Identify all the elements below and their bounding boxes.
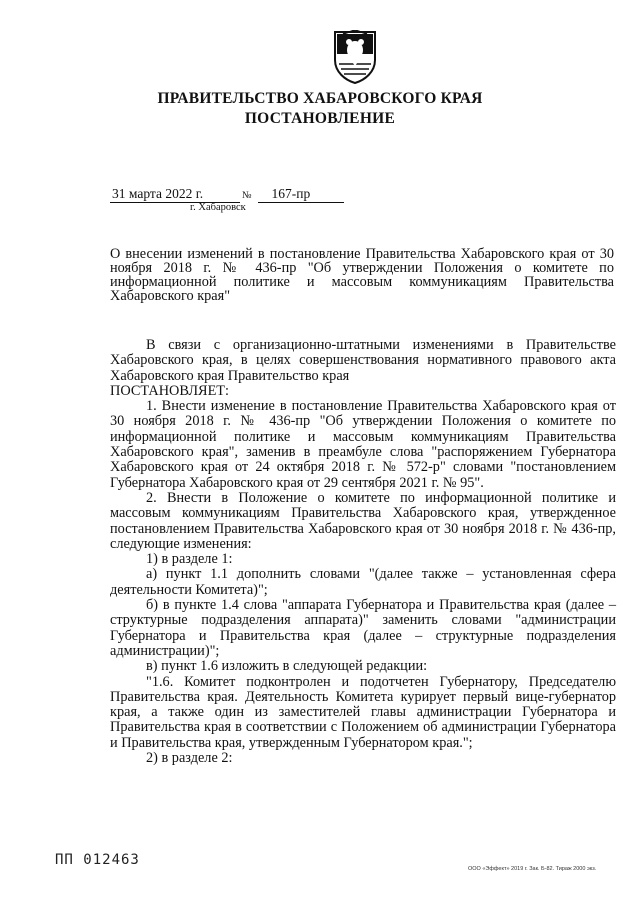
item-2-1-paragraph: 1) в разделе 1: (146, 551, 233, 568)
item-2-1-c-quote: "1.6. Комитет подконтролен и подотчетен Губернатору, Председателю Правительства края. Деятельность Комитета курирует первый вице-губернатор края, а также один из заместителей главы администрации Губернатора и Правительства края в соответствии с Положением об администрации Губернатора и Правительства края, утвержденным Губернатором края."; (110, 673, 616, 751)
preamble-paragraph: В связи с организационно-штатными изменениями в Правительстве Хабаровского края, в целях совершенствования нормативного правового акта Хабаровского края Правительство края (110, 337, 616, 384)
item-2-1-c-paragraph: в) пункт 1.6 изложить в следующей редакции: (146, 658, 428, 675)
item-2-1-a-paragraph: а) пункт 1.1 дополнить словами "(далее также – установленная сфера деятельности Комитета)"; (110, 566, 616, 598)
resolves-heading: ПОСТАНОВЛЯЕТ: (110, 382, 230, 399)
item-2-paragraph: 2. Внести в Положение о комитете по информационной политике и массовым коммуникациям Правительства Хабаровского края, утвержденное постановлением Правительства Хабаровского края от 30 ноября 2018 г. № 436-пр, следующие изменения: (110, 489, 616, 552)
document-number: 167-пр (258, 186, 344, 203)
item-1-paragraph: 1. Внести изменение в постановление Правительства Хабаровского края от 30 ноября 2018 г. № 436-пр "Об утверждении Положения о комитете по информационной политике и массовым коммуникациям Правительства Хабаровского края", заменив в преамбуле слова "распоряжением Губернатора Хабаровского края от 24 октября 2018 г. № 572-р" словами "постановлением Губернатора Хабаровского края от 29 сентября 2021 г. № 95". (110, 398, 616, 491)
document-subject: О внесении изменений в постановление Правительства Хабаровского края от 30 ноября 2018 г. № 436-пр "Об утверждении Положения о комитете по информационной политике и массовым коммуникациям Правительства Хабаровского края" (110, 246, 614, 304)
item-2-2-paragraph: 2) в разделе 2: (146, 750, 233, 767)
document-date: 31 марта 2022 г. (110, 186, 240, 203)
item-2-1-b-paragraph: б) в пункте 1.4 слова "аппарата Губернатора и Правительства края (далее – структурные подразделения аппарата)" заменить словами "администрации Губернатора и Правительства края (далее – структурные подразделения администрации)"; (110, 597, 616, 659)
printer-imprint: ООО «Эффект» 2019 г. Зак. Б-82. Тираж 2000 экз. (468, 866, 597, 872)
document-body (110, 338, 616, 766)
date-number-line (110, 186, 344, 203)
government-name: ПРАВИТЕЛЬСТВО ХАБАРОВСКОГО КРАЯ (157, 90, 483, 107)
khabarovsk-coat-of-arms-icon (333, 30, 377, 84)
form-serial-number: ПП 012463 (55, 852, 140, 868)
document-city: г. Хабаровск (190, 202, 246, 213)
number-label: № (242, 190, 252, 201)
document-type: ПОСТАНОВЛЕНИЕ (244, 110, 396, 127)
